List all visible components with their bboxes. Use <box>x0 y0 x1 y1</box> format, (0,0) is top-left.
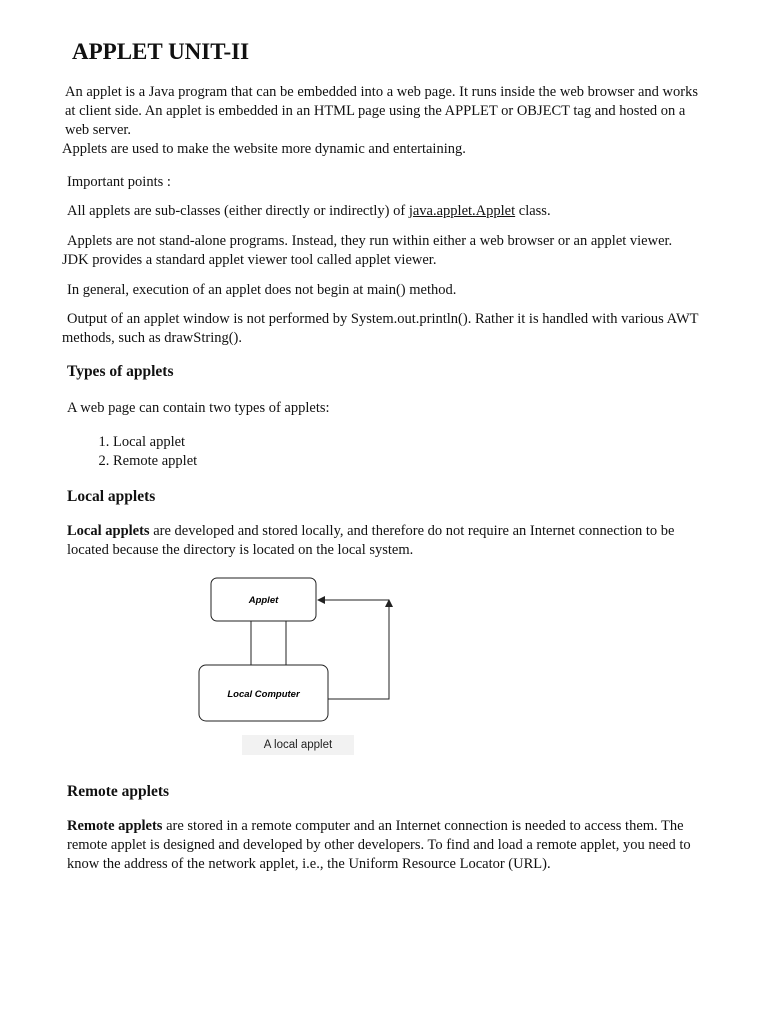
point-text: class. <box>515 203 551 219</box>
java-applet-link[interactable]: java.applet.Applet <box>408 203 516 219</box>
intro-paragraph-2: Applets are used to make the website more dynamic and entertaining. <box>62 141 466 157</box>
local-bold-term: Local applets <box>67 523 150 539</box>
types-heading: Types of applets <box>67 363 174 380</box>
point-text: All applets are sub-classes (either directly or indirectly) of <box>67 203 409 219</box>
point-text: Output of an applet window is not performed by System.out.println(). Rather it is handled with various AWT methods, such as drawString(). <box>62 311 699 346</box>
local-paragraph <box>67 522 692 560</box>
list-item: 1. Local applet <box>113 433 197 452</box>
types-intro: A web page can contain two types of applets: <box>67 400 330 416</box>
important-points-label: Important points : <box>67 174 171 190</box>
local-text: are developed and stored locally, and therefore do not require an Internet connection to be located because the directory is located on the local system. <box>67 523 675 558</box>
page-title: APPLET UNIT-II <box>72 39 250 64</box>
types-list <box>67 433 197 471</box>
remote-heading: Remote applets <box>67 783 170 800</box>
point-output <box>62 310 702 348</box>
intro-section <box>62 83 702 159</box>
point-standalone <box>62 232 702 270</box>
return-arrow-up <box>328 600 389 699</box>
local-heading: Local applets <box>67 488 156 505</box>
applet-box-label: Applet <box>248 595 279 606</box>
intro-paragraph: An applet is a Java program that can be embedded into a web page. It runs inside the web browser and works at client side. An applet is embedded in an HTML page using the APPLET or OBJECT tag and hosted on a web server. <box>65 84 698 138</box>
remote-bold-term: Remote applets <box>67 818 163 834</box>
local-computer-box-label: Local Computer <box>227 689 300 700</box>
diagram-caption: A local applet <box>242 735 354 755</box>
point-main-method: In general, execution of an applet does not begin at main() method. <box>67 282 457 298</box>
point-text: Applets are not stand-alone programs. Instead, they run within either a web browser or an applet viewer. JDK provides a standard applet viewer tool called applet viewer. <box>62 233 673 268</box>
remote-paragraph <box>67 817 692 874</box>
list-item: 2. Remote applet <box>113 452 197 471</box>
point-subclasses <box>67 202 707 221</box>
remote-text: are stored in a remote computer and an Internet connection is needed to access them. The remote applet is designed and developed by other developers. To find and load a remote applet, you need to know the address of the network applet, i.e., the Uniform Resource Locator (URL). <box>67 818 691 872</box>
local-applet-diagram <box>196 573 406 733</box>
